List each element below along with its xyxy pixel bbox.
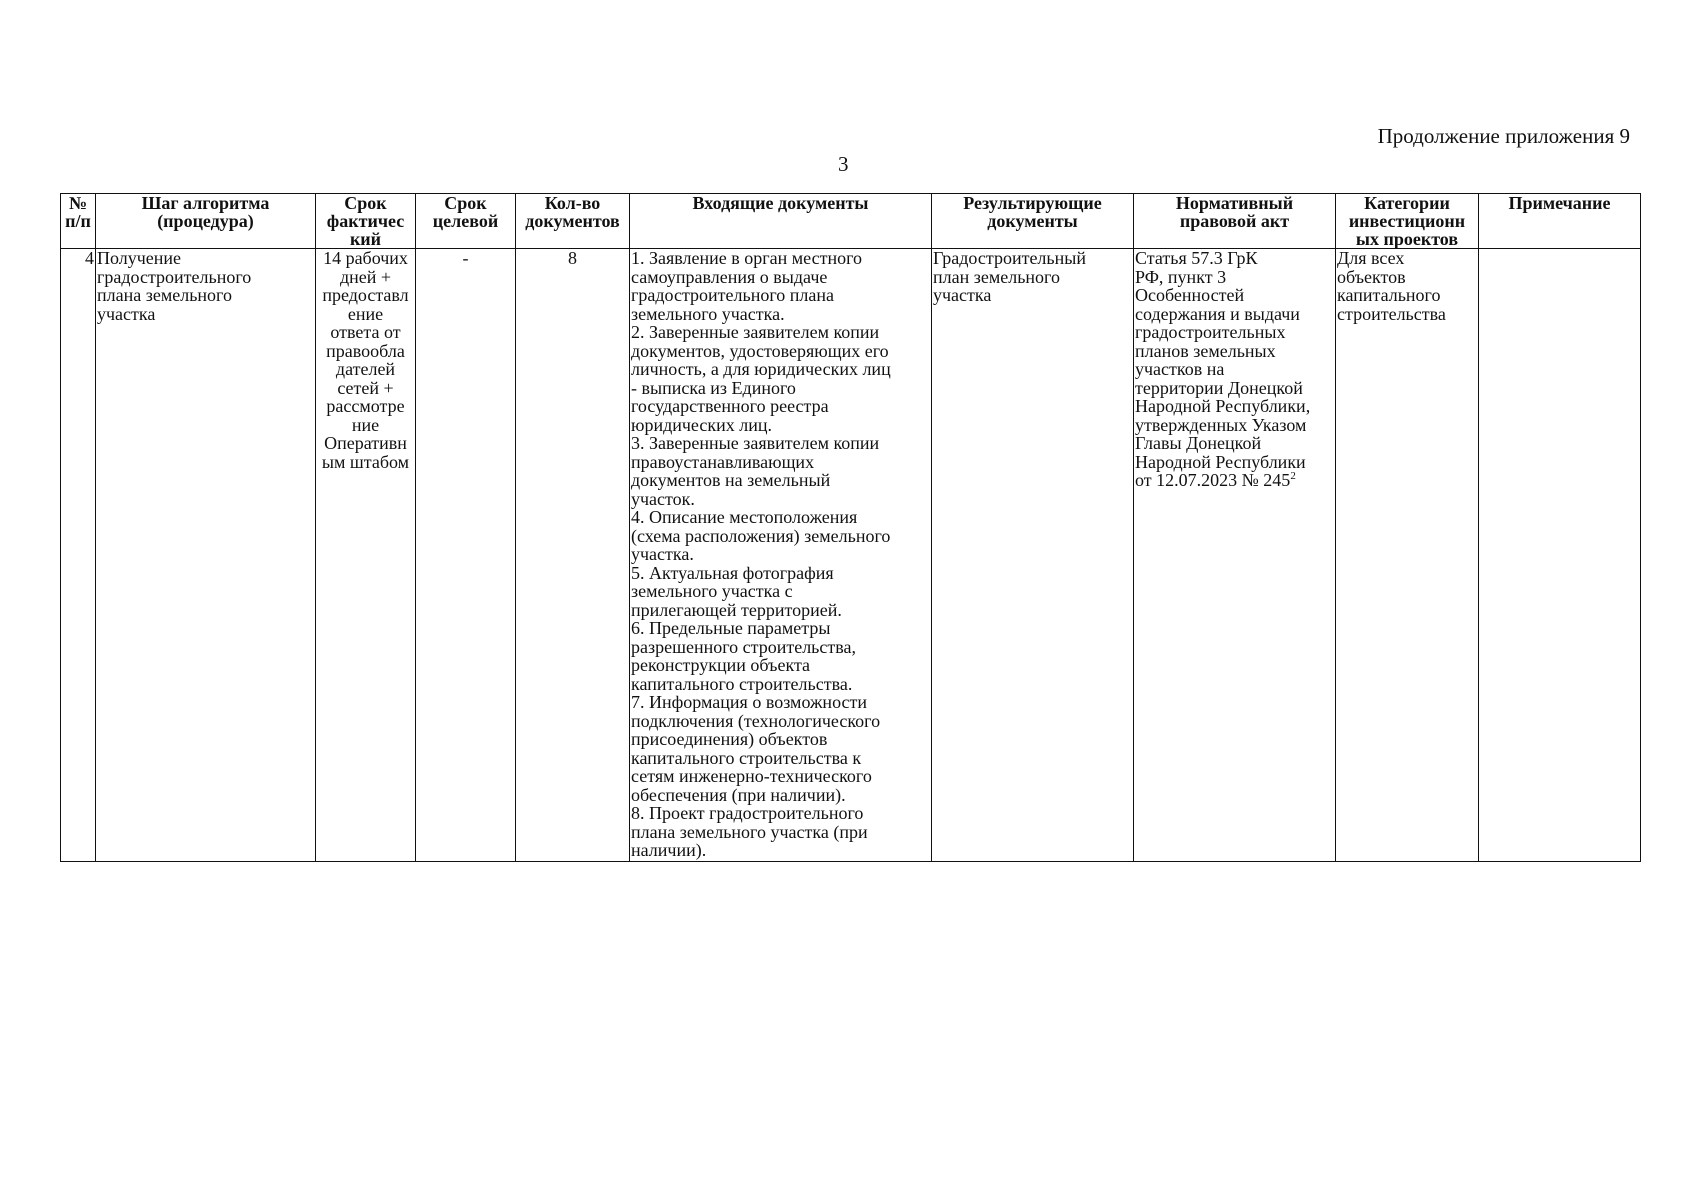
text-line: предоставл <box>322 285 409 305</box>
legal-act-cell <box>1134 249 1336 862</box>
text-line: правообла <box>326 340 405 361</box>
text-line: разрешенного строительства, <box>631 636 856 657</box>
text-line: 2. Заверенные заявителем копии <box>631 322 880 342</box>
text-line: Получение <box>97 248 182 268</box>
text-line: Народной Республики, <box>1135 396 1311 416</box>
row-number: 4 <box>61 249 96 862</box>
col-header-step <box>96 194 316 249</box>
text-line: кий <box>349 229 382 249</box>
text-line: наличии). <box>631 840 707 860</box>
text-line: Срок <box>444 193 487 213</box>
table-header-row <box>61 194 1641 249</box>
text-line: юридических лиц. <box>631 414 772 435</box>
text-line: градостроительных <box>1135 322 1286 342</box>
text-line: плана земельного <box>97 285 232 305</box>
text-line: план земельного <box>933 266 1060 287</box>
text-line: подключения (технологического <box>631 710 881 731</box>
text-line: 1. Заявление в орган местного <box>631 248 863 268</box>
text-line: Срок <box>344 193 387 213</box>
legal-act-date: от 12.07.2023 № 245 <box>1135 470 1291 490</box>
categories-cell <box>1336 249 1479 862</box>
result-docs-cell <box>932 249 1134 862</box>
text-line: (схема расположения) земельного <box>631 525 891 546</box>
text-line: градостроительного <box>97 266 252 287</box>
text-line: РФ, пункт 3 <box>1135 266 1227 287</box>
col-header-doc-count <box>516 194 630 249</box>
text-line: ние <box>351 414 380 435</box>
text-line: территории Донецкой <box>1135 377 1303 398</box>
col-header-legal-act <box>1134 194 1336 249</box>
text-line: - выписка из Единого <box>631 377 796 398</box>
col-header-actual-term <box>316 194 416 249</box>
col-header-target-term <box>416 194 516 249</box>
text-line: прилегающей территорией. <box>631 599 842 620</box>
text-line: сетей + <box>337 377 394 398</box>
text-line: личность, а для юридических лиц <box>631 359 891 379</box>
doc-count-cell: 8 <box>516 249 630 862</box>
text-line: земельного участка. <box>631 303 785 324</box>
text-line: Нормативный <box>1175 193 1294 213</box>
text-line: 6. Предельные параметры <box>631 618 831 638</box>
text-line: присоединения) объектов <box>631 729 828 749</box>
target-term-cell: - <box>416 249 516 862</box>
text-line: участков на <box>1135 359 1225 379</box>
text-line: Результирующие <box>963 193 1102 213</box>
text-line: 5. Актуальная фотография <box>631 562 834 583</box>
text-line: Шаг алгоритма <box>141 193 270 213</box>
text-line: Главы Донецкой <box>1135 433 1262 453</box>
table-row <box>61 249 1641 862</box>
actual-term-cell <box>316 249 416 862</box>
text-line: ым штабом <box>321 451 410 472</box>
text-line: реконструкции объекта <box>631 655 811 675</box>
text-line: объектов <box>1337 266 1406 287</box>
col-header-note <box>1479 194 1641 249</box>
text-line: плана земельного участка (при <box>631 821 868 842</box>
col-header-categories <box>1336 194 1479 249</box>
footnote-marker: 2 <box>1290 470 1296 482</box>
text-line: (процедура) <box>157 211 254 231</box>
step-cell <box>96 249 316 862</box>
legal-act-text <box>1135 249 1334 471</box>
text-line: Примечание <box>1508 193 1611 213</box>
text-line: правоустанавливающих <box>631 451 815 472</box>
text-line: участок. <box>631 488 695 509</box>
text-line: № <box>68 193 88 213</box>
text-line: сетям инженерно-технического <box>631 766 872 786</box>
col-header-result-docs <box>932 194 1134 249</box>
text-line: Для всех <box>1337 248 1405 268</box>
text-line: Особенностей <box>1135 285 1245 305</box>
text-line: 7. Информация о возможности <box>631 692 868 712</box>
text-line: 4. Описание местоположения <box>631 507 858 527</box>
note-cell <box>1479 249 1641 862</box>
text-line: строительства <box>1337 303 1446 324</box>
text-line: целевой <box>432 211 499 231</box>
text-line: планов земельных <box>1135 340 1276 361</box>
text-line: Кол-во <box>544 193 601 213</box>
text-line: дателей <box>335 359 396 379</box>
text-line: капитального <box>1337 285 1441 305</box>
legal-act-last-line <box>1135 471 1334 490</box>
text-line: капитального строительства к <box>631 747 862 768</box>
text-line: документов, удостоверяющих его <box>631 340 889 361</box>
text-line: инвестиционн <box>1348 211 1466 231</box>
text-line: Входящие документы <box>692 193 869 213</box>
text-line: документы <box>987 211 1078 231</box>
text-line: 3. Заверенные заявителем копии <box>631 433 880 453</box>
text-line: Статья 57.3 ГрК <box>1135 248 1258 268</box>
text-line: п/п <box>65 211 91 231</box>
text-line: государственного реестра <box>631 396 829 416</box>
page-number: 3 <box>838 152 849 176</box>
text-line: градостроительного плана <box>631 285 835 305</box>
text-line: Категории <box>1364 193 1450 213</box>
text-line: содержания и выдачи <box>1135 303 1300 324</box>
col-header-number <box>61 194 96 249</box>
text-line: Народной Республики <box>1135 451 1306 472</box>
text-line: дней + <box>339 266 392 287</box>
col-header-incoming-docs <box>630 194 932 249</box>
text-line: участка <box>933 285 992 305</box>
incoming-docs-cell <box>630 249 932 862</box>
text-line: участка <box>97 303 156 324</box>
text-line: земельного участка с <box>631 581 793 601</box>
text-line: документов <box>525 211 620 231</box>
text-line: Оперативн <box>324 433 407 453</box>
continuation-header: Продолжение приложения 9 <box>1377 124 1630 148</box>
text-line: Градостроительный <box>933 248 1086 268</box>
text-line: правовой акт <box>1179 211 1290 231</box>
text-line: рассмотре <box>326 396 405 416</box>
text-line: 8. Проект градостроительного <box>631 803 864 823</box>
text-line: фактичес <box>326 211 405 231</box>
text-line: утвержденных Указом <box>1135 414 1307 435</box>
text-line: участка. <box>631 544 694 564</box>
text-line: ых проектов <box>1355 229 1459 249</box>
text-line: капитального строительства. <box>631 673 853 694</box>
text-line: 14 рабочих <box>323 248 408 268</box>
text-line: самоуправления о выдаче <box>631 266 828 287</box>
procedure-table <box>60 193 1641 862</box>
text-line: обеспечения (при наличии). <box>631 784 846 805</box>
text-line: ответа от <box>330 322 401 342</box>
text-line: документов на земельный <box>631 470 831 490</box>
text-line: ение <box>347 303 384 324</box>
